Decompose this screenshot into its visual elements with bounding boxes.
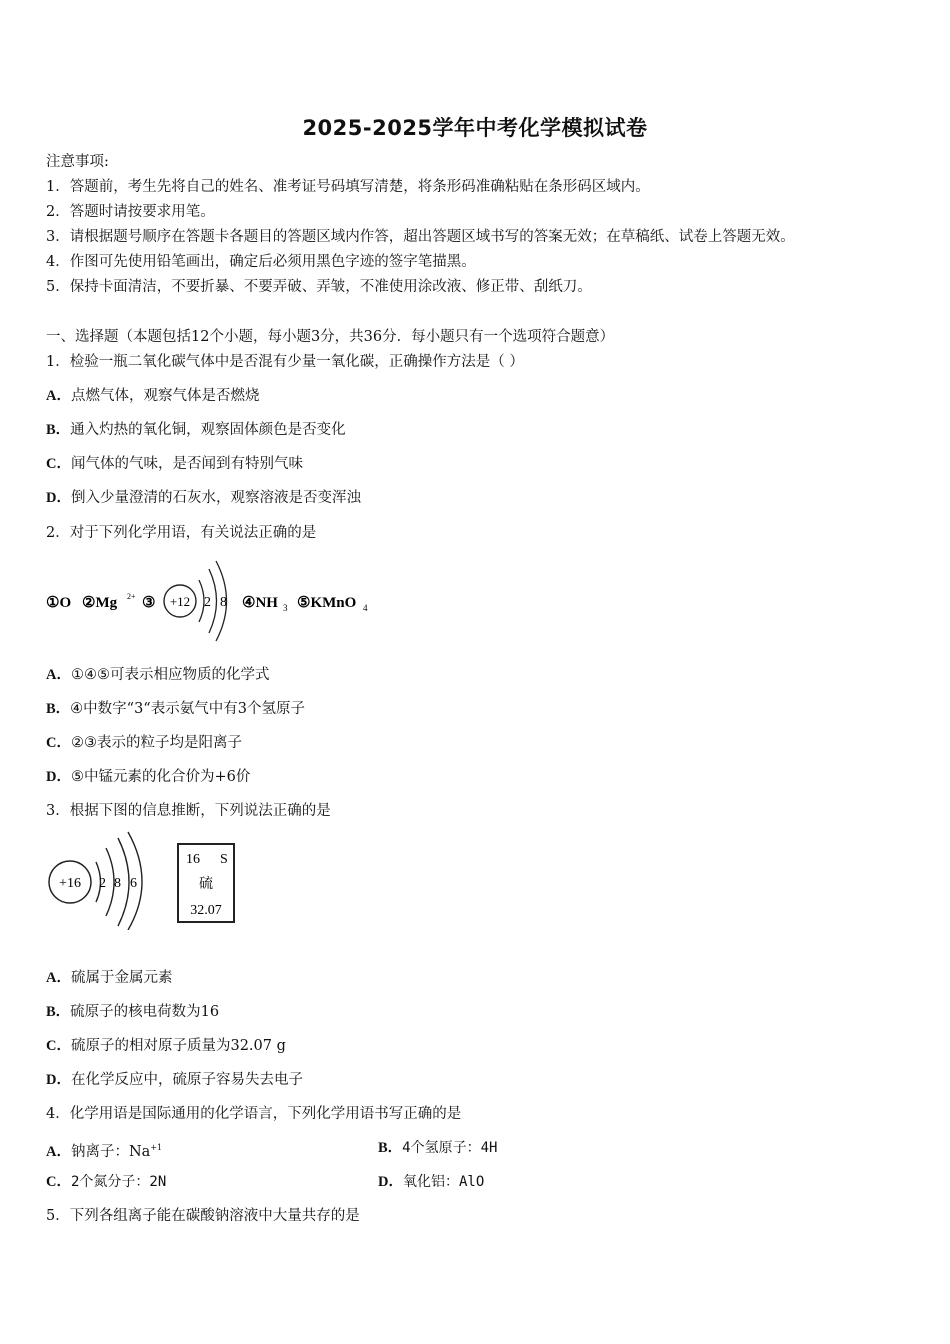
option-superscript: +1 bbox=[150, 1143, 163, 1152]
question-5-stem: 5．下列各组离子能在碳酸钠溶液中大量共存的是 bbox=[46, 1208, 360, 1224]
option-text: 2个氮分子：2N bbox=[70, 1174, 167, 1190]
formula-nh3-sub: 3 bbox=[283, 603, 288, 613]
nucleus-charge: +16 bbox=[59, 876, 81, 891]
notice-item: 1．答题前，考生先将自己的姓名、准考证号码填写清楚，将条形码准确粘贴在条形码区域内。 bbox=[46, 179, 650, 195]
atomic-number: 16 bbox=[186, 852, 200, 867]
shell-electron-count: 2 bbox=[204, 595, 211, 610]
option-label: B． bbox=[46, 1004, 71, 1020]
q3-option-a bbox=[46, 968, 172, 988]
q2-option-c bbox=[46, 733, 242, 753]
shell-electron-count: 6 bbox=[130, 876, 137, 891]
question-3-stem: 3．根据下图的信息推断，下列说法正确的是 bbox=[46, 803, 331, 819]
shell-electron-count: 8 bbox=[220, 595, 227, 610]
option-label: B． bbox=[46, 701, 71, 717]
q1-option-d bbox=[46, 488, 361, 508]
formula-mg: ②Mg bbox=[82, 595, 118, 611]
option-text: 硫属于金属元素 bbox=[70, 970, 173, 986]
formula-circle-3: ③ bbox=[142, 595, 156, 611]
option-label: D． bbox=[46, 769, 71, 785]
notice-heading: 注意事项: bbox=[46, 154, 109, 170]
notice-item: 2．答题时请按要求用笔。 bbox=[46, 204, 215, 220]
q2-formula-figure bbox=[44, 555, 384, 645]
option-label: A． bbox=[46, 667, 71, 683]
option-text: ①④⑤可表示相应物质的化学式 bbox=[70, 667, 270, 683]
element-symbol: S bbox=[220, 852, 228, 867]
q3-sulfur-figure bbox=[44, 830, 244, 930]
q2-option-d bbox=[46, 767, 250, 787]
q4-option-c bbox=[46, 1172, 166, 1192]
electron-shell-arc bbox=[106, 848, 114, 916]
question-4-stem: 4．化学用语是国际通用的化学语言，下列化学用语书写正确的是 bbox=[46, 1106, 462, 1122]
formula-nh3: ④NH bbox=[242, 595, 278, 611]
option-text: ②③表示的粒子均是阳离子 bbox=[70, 735, 242, 751]
option-label: D． bbox=[46, 490, 71, 506]
option-label: A． bbox=[46, 388, 71, 404]
option-text: 闻气体的气味，是否闻到有特别气味 bbox=[70, 456, 303, 472]
q2-option-b bbox=[46, 699, 305, 719]
option-text: 氧化铝：AlO bbox=[402, 1174, 485, 1190]
option-label: C． bbox=[46, 456, 71, 472]
q1-option-b bbox=[46, 420, 346, 440]
option-label: A． bbox=[46, 1143, 71, 1160]
option-label: A． bbox=[46, 970, 71, 986]
option-text: 4个氢原子：4H bbox=[402, 1140, 498, 1156]
option-label: C． bbox=[46, 1038, 71, 1054]
option-label: C． bbox=[46, 735, 71, 751]
option-text: 通入灼热的氧化铜，观察固体颜色是否变化 bbox=[70, 422, 346, 438]
option-label: D． bbox=[378, 1174, 403, 1190]
q1-option-c bbox=[46, 454, 303, 474]
option-label: B． bbox=[378, 1140, 403, 1156]
page-title: 2025-2025学年中考化学模拟试卷 bbox=[302, 116, 648, 140]
formula-kmno4-sub: 4 bbox=[363, 603, 368, 613]
option-text: 钠离子：Na bbox=[70, 1143, 151, 1160]
atomic-mass: 32.07 bbox=[190, 903, 222, 918]
option-text: 硫原子的相对原子质量为32.07 g bbox=[70, 1038, 286, 1054]
q4-option-a bbox=[46, 1138, 162, 1162]
option-label: B． bbox=[46, 422, 71, 438]
option-text: ⑤中锰元素的化合价为+6价 bbox=[70, 769, 251, 785]
q1-option-a bbox=[46, 386, 259, 406]
shell-electron-count: 2 bbox=[99, 876, 106, 891]
q2-option-a bbox=[46, 665, 269, 685]
notice-item: 4．作图可先使用铅笔画出，确定后必须用黑色字迹的签字笔描黑。 bbox=[46, 254, 476, 270]
formula-o: ①O bbox=[46, 595, 72, 611]
formula-mg-charge: 2+ bbox=[127, 592, 136, 601]
q4-option-d bbox=[378, 1172, 484, 1192]
question-2-stem: 2．对于下列化学用语，有关说法正确的是 bbox=[46, 525, 317, 541]
formula-kmno4: ⑤KMnO bbox=[297, 595, 357, 611]
option-text: 硫原子的核电荷数为16 bbox=[70, 1004, 220, 1020]
option-label: D． bbox=[46, 1072, 71, 1088]
option-text: 点燃气体，观察气体是否燃烧 bbox=[70, 388, 260, 404]
section-heading: 一、选择题（本题包括12个小题，每小题3分，共36分．每小题只有一个选项符合题意） bbox=[46, 329, 615, 345]
q3-option-b bbox=[46, 1002, 219, 1022]
notice-item: 5．保持卡面清洁，不要折暴、不要弄破、弄皱，不准使用涂改液、修正带、刮纸刀。 bbox=[46, 279, 592, 295]
q3-option-d bbox=[46, 1070, 303, 1090]
nucleus-charge: +12 bbox=[169, 594, 191, 609]
notice-item: 3．请根据题号顺序在答题卡各题目的答题区域内作答，超出答题区域书写的答案无效；在草稿纸、试卷上答题无效。 bbox=[46, 229, 795, 245]
q4-option-b bbox=[378, 1138, 497, 1158]
q3-option-c bbox=[46, 1036, 286, 1056]
question-1-stem: 1．检验一瓶二氧化碳气体中是否混有少量一氧化碳，正确操作方法是（ ） bbox=[46, 354, 524, 370]
element-name: 硫 bbox=[199, 876, 213, 892]
option-text: 倒入少量澄清的石灰水，观察溶液是否变浑浊 bbox=[70, 490, 361, 506]
option-text: 在化学反应中，硫原子容易失去电子 bbox=[70, 1072, 303, 1088]
option-text: ④中数字“3“表示氨气中有3个氢原子 bbox=[70, 701, 305, 717]
option-label: C． bbox=[46, 1174, 71, 1190]
shell-electron-count: 8 bbox=[114, 876, 121, 891]
